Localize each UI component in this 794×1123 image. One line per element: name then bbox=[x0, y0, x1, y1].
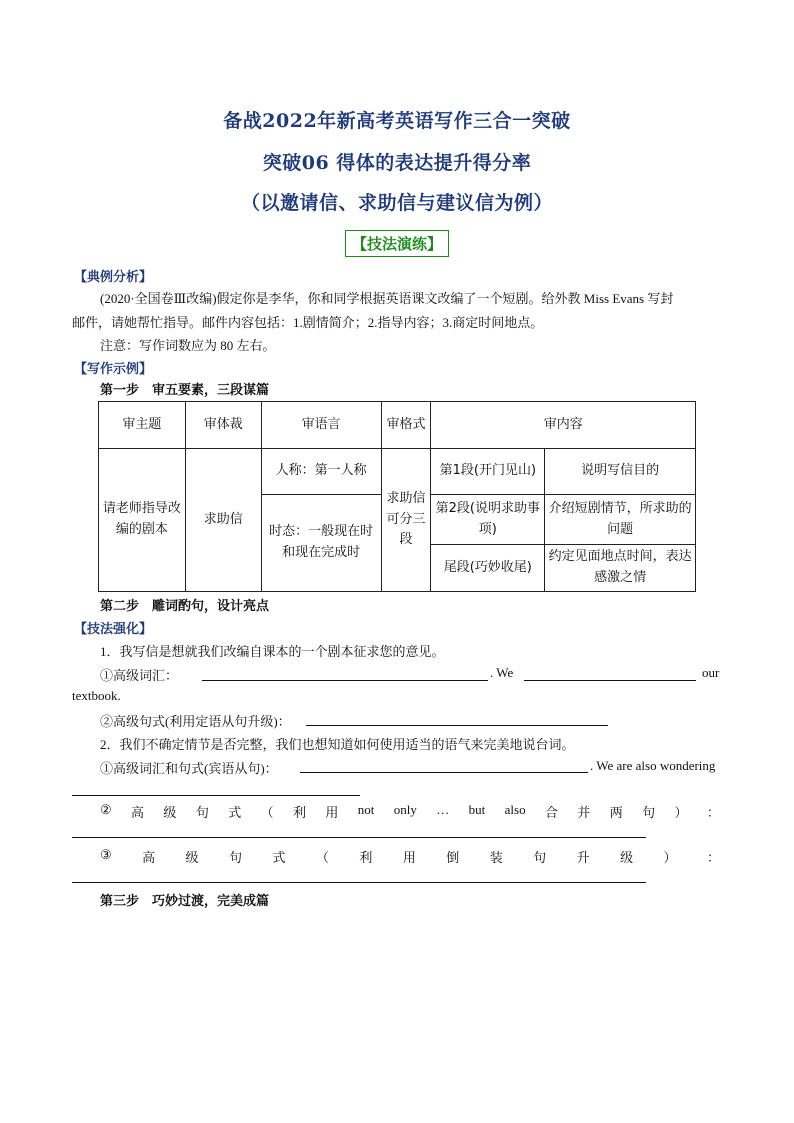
q1-sentence-blank[interactable] bbox=[306, 725, 608, 726]
q2b-char: ： bbox=[706, 805, 720, 820]
q2c-char: 句 bbox=[533, 850, 547, 865]
cell-person: 人称：第一人称 bbox=[261, 449, 381, 495]
q2b-char: 级 bbox=[163, 805, 177, 820]
question1: 1．我写信是想就我们改编自课本的一个剧本征求您的意见。 bbox=[100, 644, 445, 659]
q2b-char: 高 bbox=[131, 805, 145, 820]
q2-sentence-inversion-label bbox=[100, 847, 720, 866]
q2c-char: ： bbox=[706, 850, 720, 865]
cell-theme: 请老师指导改编的剧本 bbox=[99, 449, 186, 592]
header-genre: 审体裁 bbox=[185, 402, 261, 449]
header-theme: 审主题 bbox=[99, 402, 186, 449]
q1-our: our bbox=[702, 665, 720, 680]
q1-vocab-blank2[interactable] bbox=[524, 680, 696, 681]
q1-vocab-label: ①高级词汇： bbox=[100, 668, 179, 683]
q2c-char: 级 bbox=[185, 850, 199, 865]
q2b-char: also bbox=[504, 802, 526, 817]
document-topic: （以邀请信、求助信与建议信为例） bbox=[240, 192, 553, 214]
q2c-char: （ bbox=[315, 850, 329, 865]
cell-genre: 求助信 bbox=[185, 449, 261, 592]
step2-heading: 第二步 雕词酌句，设计亮点 bbox=[100, 599, 270, 614]
question2: 2．我们不确定情节是否完整，我们也想知道如何使用适当的语气来完美地说台词。 bbox=[100, 737, 575, 752]
q2b-char: 两 bbox=[609, 805, 623, 820]
strengthen-heading: 【技法强化】 bbox=[74, 622, 153, 637]
step3-heading: 第三步 巧妙过渡，完美成篇 bbox=[100, 894, 270, 909]
analysis-table bbox=[98, 401, 696, 592]
q2-vocab-label: ①高级词汇和句式(宾语从句)： bbox=[100, 761, 278, 776]
cell-para3-content: 约定见面地点时间，表达感激之情 bbox=[545, 545, 696, 592]
cell-para3-label: 尾段(巧妙收尾) bbox=[431, 545, 545, 592]
q2b-char: ② bbox=[100, 802, 112, 817]
q2-vocab-tail: . We are also wondering bbox=[590, 758, 716, 773]
section-tag-label: 【技法演练】 bbox=[345, 230, 449, 257]
q2b-char: 句 bbox=[642, 805, 656, 820]
q2b-char: 并 bbox=[577, 805, 591, 820]
analysis-paragraph-line2: 邮件，请她帮忙指导。邮件内容包括：1.剧情简介；2.指导内容；3.商定时间地点。 bbox=[72, 315, 544, 330]
q2c-char: 用 bbox=[402, 850, 416, 865]
q2b-char: 利 bbox=[292, 805, 306, 820]
cell-para2-label: 第2段(说明求助事项) bbox=[431, 495, 545, 545]
q2b-char: 式 bbox=[228, 805, 242, 820]
q2c-char: 式 bbox=[272, 850, 286, 865]
q2c-char: 装 bbox=[489, 850, 503, 865]
q2b-char: only bbox=[393, 802, 417, 817]
q2-notonly-blank[interactable] bbox=[72, 837, 646, 838]
header-content: 审内容 bbox=[431, 402, 696, 449]
cell-format: 求助信可分三段 bbox=[381, 449, 431, 592]
q2c-char: ） bbox=[663, 850, 677, 865]
q2-inversion-blank[interactable] bbox=[72, 882, 646, 883]
q2b-char: 用 bbox=[325, 805, 339, 820]
header-language: 审语言 bbox=[261, 402, 381, 449]
q2c-char: 高 bbox=[142, 850, 156, 865]
q2-vocab-blank1[interactable] bbox=[300, 772, 588, 773]
example-heading: 【写作示例】 bbox=[74, 362, 153, 377]
q2b-char: （ bbox=[260, 805, 274, 820]
q2b-char: … bbox=[436, 802, 450, 817]
q2-sentence-notonly-label bbox=[100, 802, 720, 821]
q2b-char: 合 bbox=[544, 805, 558, 820]
cell-tense: 时态：一般现在时和现在完成时 bbox=[261, 495, 381, 592]
q1-vocab-blank1[interactable] bbox=[202, 680, 488, 681]
step1-heading: 第一步 审五要素，三段谋篇 bbox=[100, 383, 270, 398]
q2c-char: ③ bbox=[100, 847, 112, 862]
document-title: 备战2022年新高考英语写作三合一突破 bbox=[223, 110, 571, 132]
q2b-char: but bbox=[468, 802, 486, 817]
document-subtitle: 突破06 得体的表达提升得分率 bbox=[262, 152, 532, 174]
cell-para1-label: 第1段(开门见山) bbox=[431, 449, 545, 495]
q2b-char: not bbox=[357, 802, 375, 817]
q2c-char: 倒 bbox=[446, 850, 460, 865]
analysis-note: 注意：写作词数应为 80 左右。 bbox=[100, 338, 276, 353]
q1-textbook: textbook. bbox=[72, 688, 121, 703]
cell-para1-content: 说明写信目的 bbox=[545, 449, 696, 495]
section-tag bbox=[0, 230, 794, 257]
q2c-char: 升 bbox=[576, 850, 590, 865]
q2c-char: 级 bbox=[620, 850, 634, 865]
cell-para2-content: 介绍短剧情节，所求助的问题 bbox=[545, 495, 696, 545]
q2b-char: 句 bbox=[195, 805, 209, 820]
q2c-char: 句 bbox=[229, 850, 243, 865]
header-format: 审格式 bbox=[381, 402, 431, 449]
q2b-char: ） bbox=[674, 805, 688, 820]
q1-we: . We bbox=[490, 665, 514, 680]
q2c-char: 利 bbox=[359, 850, 373, 865]
analysis-paragraph-line1: (2020·全国卷Ⅲ改编)假定你是李华，你和同学根据英语课文改编了一个短剧。给外教 Miss Evans 写封 bbox=[100, 291, 674, 306]
q1-sentence-label: ②高级句式(利用定语从句升级)： bbox=[100, 714, 291, 729]
q2-vocab-blank2[interactable] bbox=[72, 795, 360, 796]
analysis-heading: 【典例分析】 bbox=[74, 270, 153, 285]
